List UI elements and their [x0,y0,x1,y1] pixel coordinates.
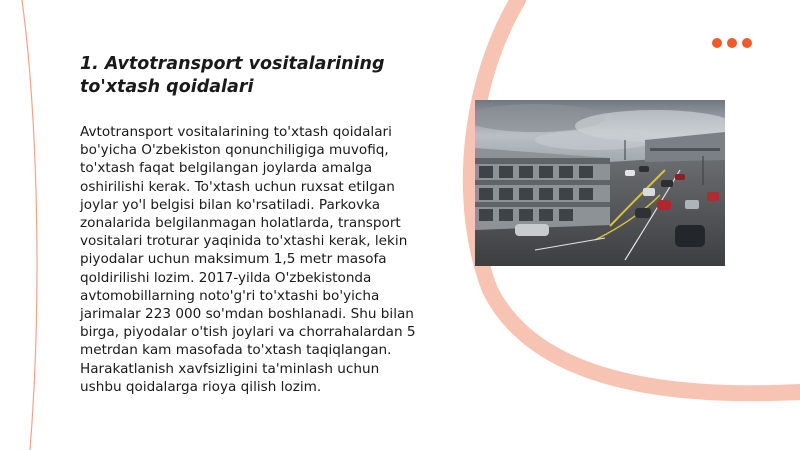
left-thin-arc [22,0,37,450]
dot [742,38,752,48]
slide-body-text: Avtotransport vositalarining to'xtash qoidalari bo'yicha O'zbekiston qonunchiligiga muvofiq, to'xtash faqat belgilangan joylarda amalga oshirilishi kerak. To'xtash uchun ruxsat etilgan joylar yo'l belgisi bilan ko'rsatiladi. Parkovka zonalarida belgilanmagan holatlarda, transport vositalari troturar yaqinida to'xtashi kerak, lekin piyodalar uchun maksimum 1,5 metr masofa qoldirilishi lozim. 2017-yilda O'zbekistonda avtomobillarning noto'g'ri to'xtashi bo'yicha jarimalar 223 000 so'mdan boshlanadi. Shu bilan birga, piyodalar o'tish joylari va chorrahalardan 5 metrdan kam masofada to'xtash taqiqlangan. Harakatlanish xavfsizligini ta'minlash uchun ushbu qoidalarga rioya qilish lozim. [80,124,416,395]
three-dots-icon [712,38,752,48]
slide-title: 1. Avtotransport vositalarining to'xtash qoidalari [80,54,385,97]
dot [712,38,722,48]
parking-lot-photo [475,100,725,266]
dot [727,38,737,48]
